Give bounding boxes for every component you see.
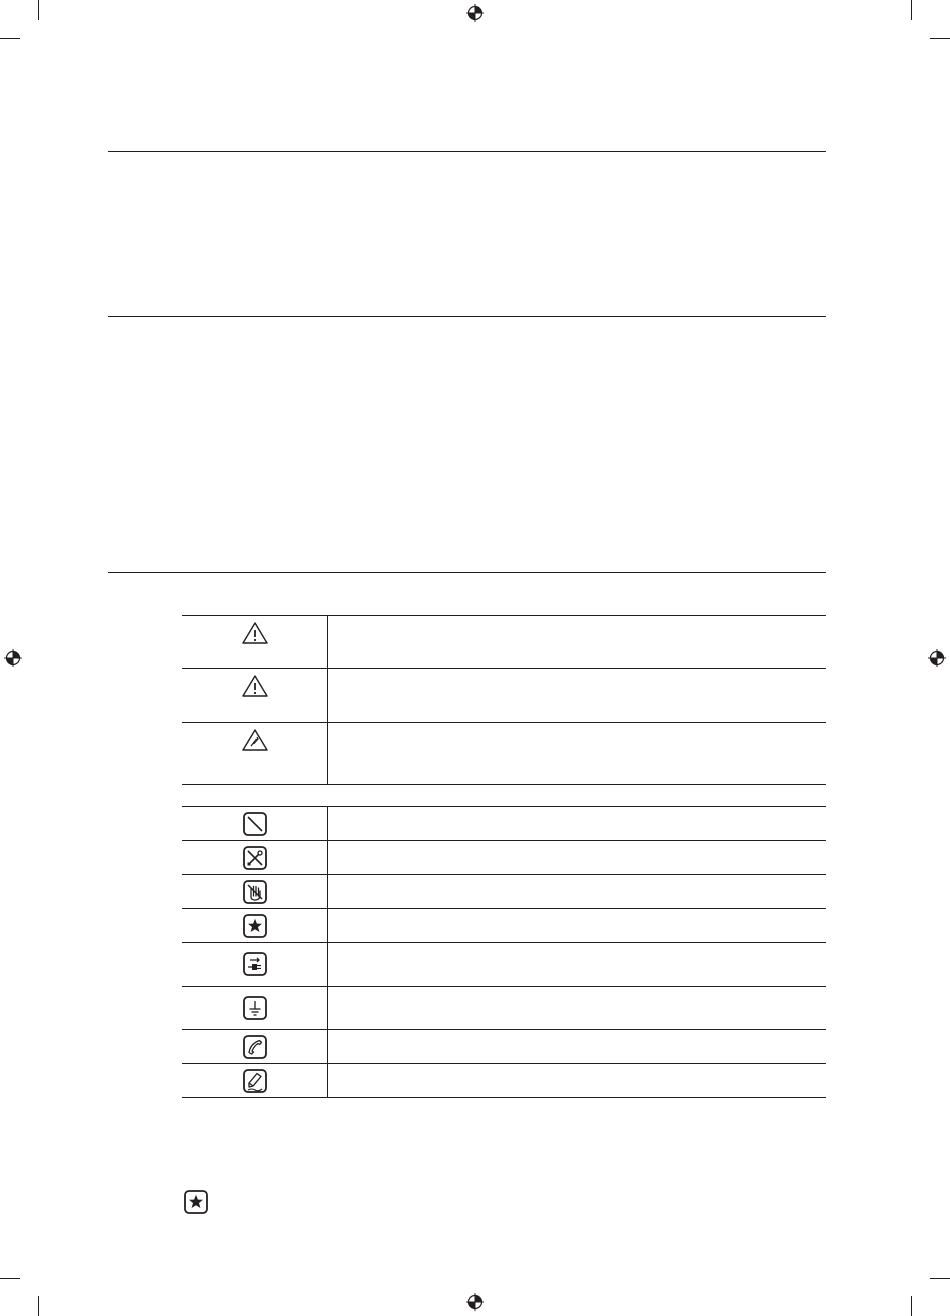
description-cell: [328, 616, 826, 668]
registration-mark-top: [466, 4, 484, 22]
unplug-row: [182, 943, 826, 987]
electric-shock-icon: [241, 728, 269, 753]
symbol-cell: [182, 1030, 328, 1063]
section-rule-1: [108, 151, 826, 152]
symbol-cell: [182, 987, 328, 1029]
symbol-cell: [182, 875, 328, 908]
safety-symbols-table: [182, 615, 826, 1098]
prohibited-row: [182, 807, 826, 841]
description-cell: [328, 807, 826, 840]
caution-row: [182, 669, 826, 723]
description-cell: [328, 723, 826, 784]
warning-triangle-icon: [241, 621, 269, 646]
description-cell: [328, 841, 826, 874]
description-cell: [328, 943, 826, 986]
description-cell: [328, 909, 826, 942]
table-spacer-row: [182, 785, 826, 807]
symbol-cell: [182, 723, 328, 784]
follow-directions-icon: [183, 1189, 209, 1215]
symbol-cell: [182, 909, 328, 942]
section-rule-2: [108, 316, 826, 317]
description-cell: [328, 785, 826, 806]
symbol-cell: [182, 1064, 328, 1097]
registration-mark-right: [928, 649, 946, 667]
symbol-cell: [182, 943, 328, 986]
registration-mark-bottom: [466, 1293, 484, 1311]
note-row: [182, 1064, 826, 1098]
do-not-disassemble-row: [182, 841, 826, 875]
prohibited-icon: [242, 811, 268, 837]
warning-triangle-icon: [241, 674, 269, 699]
description-cell: [328, 987, 826, 1029]
description-cell: [328, 1030, 826, 1063]
do-not-touch-row: [182, 875, 826, 909]
registration-mark-left: [4, 649, 22, 667]
follow-directions-row: [182, 909, 826, 943]
follow-directions-icon: [242, 913, 268, 939]
symbol-cell: [182, 616, 328, 668]
do-not-touch-icon: [242, 879, 268, 905]
do-not-disassemble-icon: [242, 845, 268, 871]
electric-shock-row: [182, 723, 826, 785]
symbol-cell: [182, 669, 328, 722]
symbol-cell: [182, 785, 328, 806]
symbol-cell: [182, 807, 328, 840]
description-cell: [328, 669, 826, 722]
warning-row: [182, 615, 826, 669]
ground-icon: [242, 995, 268, 1021]
unplug-icon: [242, 951, 268, 977]
description-cell: [328, 1064, 826, 1097]
symbol-cell: [182, 841, 328, 874]
ground-row: [182, 987, 826, 1030]
description-cell: [328, 875, 826, 908]
section-rule-3: [108, 572, 826, 573]
contact-service-row: [182, 1030, 826, 1064]
note-icon: [242, 1068, 268, 1094]
contact-service-icon: [242, 1034, 268, 1060]
